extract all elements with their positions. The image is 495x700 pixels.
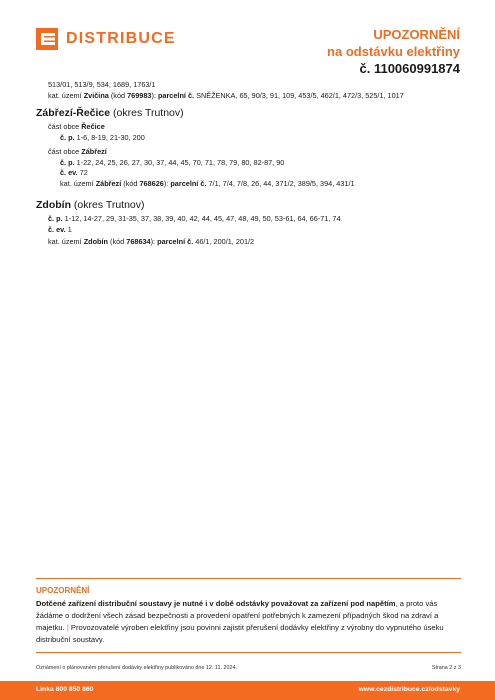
notice-separator: | [66,623,69,632]
cadastral-line-zvicina: kat. území Zvičina (kód 769983): parcelní č. SNĚŽENKA, 65, 90/3, 91, 109, 453/5, 462/1, 472/3, 525/1, 1017 [48,90,404,100]
publication-date-text: Oznámení o plánovaném přerušení dodávky elektřiny publikováno dne 12. 11. 2024. [36,665,237,671]
document-header [327,26,460,77]
cez-logo-icon [36,28,58,50]
section-title-zdobin: Zdobín (okres Trutnov) [36,199,145,211]
parcel-line: 513/01, 513/9, 534, 1689, 1763/1 [48,80,156,89]
header-number: č. 110060991874 [359,61,460,76]
website-link[interactable]: www.cezdistribuce.cz/odstavky [358,686,460,693]
hotline-link[interactable]: Linka 800 850 860 [36,686,94,693]
header-title: UPOZORNĚNÍ [373,27,460,42]
notice-divider [36,652,461,653]
part-heading-zabrezi: část obce Zábřezí [48,147,107,156]
registration-numbers-zdobin: č. ev. 1 [48,224,72,234]
brand-logo [36,28,176,50]
house-numbers-zabrezi: č. p. 1-22, 24, 25, 26, 27, 30, 37, 44, 45, 70, 71, 78, 79, 80, 82-87, 90 [60,157,285,167]
document-body [36,80,461,248]
cadastral-line-zdobin: kat. území Zdobín (kód 768634): parcelní č. 46/1, 200/1, 201/2 [48,237,255,246]
header-subtitle: na odstávku elektřiny [327,44,460,59]
part-heading-recice: část obce Řečice [48,122,105,131]
notice-text: Dotčené zařízení distribuční soustavy je nutné i v době odstávky považovat za zařízení pod napětím, a proto vás žádáme o dodržení všech zásad bezpečnosti a provedení opatření potřebných k zamezení případných škod na zdraví a majetku. | Provozovatelé výroben elektřiny jsou povinni zajistit přerušení dodávky elektřiny z výrobny do vypnutého úseku distribuční soustavy. [36,599,444,644]
publication-info [36,664,461,672]
footer-bar [0,681,495,700]
cadastral-line-zabrezi: kat. území Zábřezí (kód 768626): parcelní č. 7/1, 7/4, 7/8, 26, 44, 371/2, 389/5, 394, 431/1 [60,178,355,188]
safety-notice [36,578,461,653]
page-number: Strana 2 z 3 [431,665,461,671]
registration-numbers-zabrezi: č. ev. 72 [60,168,88,177]
section-title-zabrezi: Zábřezí-Řečice (okres Trutnov) [36,107,184,119]
house-numbers-recice: č. p. 1-6, 8-19, 21-30, 200 [60,132,145,142]
notice-title: UPOZORNĚNÍ [36,586,90,595]
house-numbers-zdobin: č. p. 1-12, 14-27, 29, 31-35, 37, 38, 39, 40, 42, 44, 45, 47, 48, 49, 50, 53-61, 64, 66-71, 74 [48,214,341,223]
brand-name: DISTRIBUCE [66,30,176,47]
